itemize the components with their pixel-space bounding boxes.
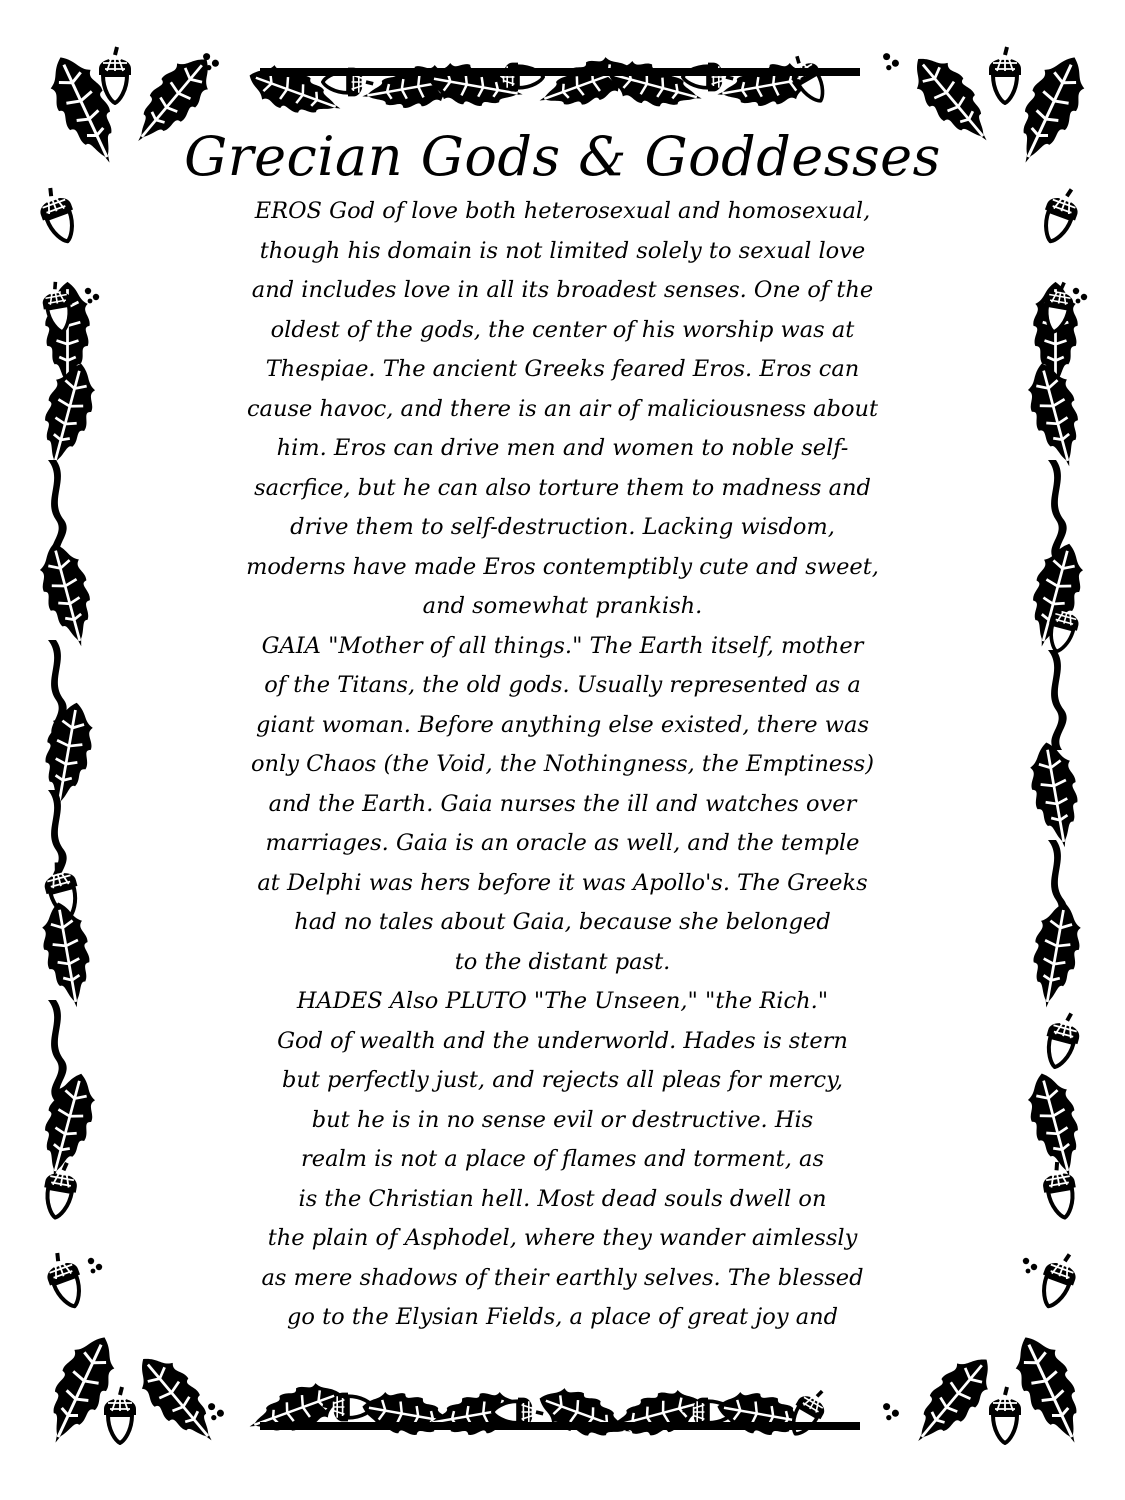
text-line: though his domain is not limited solely to sexual love: [259, 237, 866, 264]
text-line: go to the Elysian Fields, a place of great joy and: [287, 1304, 838, 1330]
text-line: and somewhat prankish.: [422, 593, 703, 619]
text-line: realm is not a place of flames and torment, as: [301, 1146, 824, 1172]
text-line: GAIA "Mother of all things." The Earth itself, mother: [261, 632, 864, 659]
text-line: giant woman. Before anything else existed, there was: [255, 711, 869, 738]
text-line: God of wealth and the underworld. Hades is stern: [277, 1027, 848, 1054]
text-line: to the distant past.: [454, 948, 671, 975]
left-border-band: [32, 183, 102, 1312]
text-line: is the Christian hell. Most dead souls dwell on: [298, 1185, 827, 1212]
text-line: only Chaos (the Void, the Nothingness, the Emptiness): [250, 751, 874, 777]
page-title: Grecian Gods & Goddesses: [184, 125, 941, 188]
text-line: cause havoc, and there is an air of maliciousness about: [246, 395, 879, 422]
text-line: as mere shadows of their earthly selves. The blessed: [261, 1264, 864, 1291]
body-text: [130, 192, 995, 1338]
text-line: marriages. Gaia is an oracle as well, and the temple: [265, 830, 860, 856]
text-line: oldest of the gods, the center of his worship was at: [270, 316, 855, 343]
text-line: sacrfice, but he can also torture them to madness and: [254, 474, 871, 501]
text-line: Thespiae. The ancient Greeks feared Eros. Eros can: [265, 356, 860, 382]
bottom-border-band: [34, 1327, 1097, 1455]
text-line: drive them to self-destruction. Lacking wisdom,: [290, 514, 835, 540]
text-line: but he is in no sense evil or destructive. His: [311, 1106, 814, 1133]
text-line: HADES Also PLUTO "The Unseen," "the Rich.": [296, 988, 829, 1014]
text-line: EROS God of love both heterosexual and homosexual,: [254, 198, 871, 224]
text-line: at Delphi was hers before it was Apollo's. The Greeks: [257, 869, 868, 896]
text-line: and includes love in all its broadest senses. One of the: [251, 277, 874, 303]
text-line: had no tales about Gaia, because she belonged: [294, 909, 831, 935]
text-line: moderns have made Eros contemptibly cute and sweet,: [246, 553, 879, 580]
text-line: him. Eros can drive men and women to noble self-: [276, 435, 849, 461]
text-line: and the Earth. Gaia nurses the ill and watches over: [268, 790, 857, 817]
text-line: of the Titans, the old gods. Usually represented as a: [264, 672, 861, 698]
text-line: the plain of Asphodel, where they wander aimlessly: [267, 1225, 858, 1251]
right-border-band: [1020, 183, 1090, 1312]
text-line: but perfectly just, and rejects all pleas for mercy,: [281, 1067, 844, 1093]
